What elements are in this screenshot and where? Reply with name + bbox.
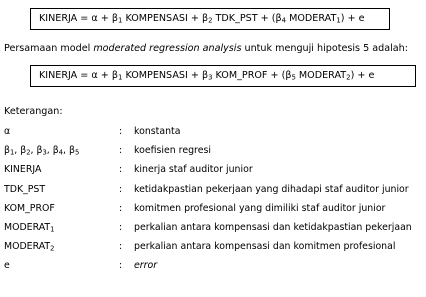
legend-term xyxy=(4,241,54,252)
eq1-beta4: β xyxy=(275,13,282,24)
eq2-term1: KOMPENSASI + xyxy=(122,70,202,81)
legend-colon: : xyxy=(119,126,123,137)
beta-symbol: , β xyxy=(30,145,43,157)
eq1-beta2-sub: 2 xyxy=(208,16,213,25)
eq2-beta3: β xyxy=(201,70,209,81)
legend-term: KINERJA xyxy=(4,164,42,176)
eq1-tail: ) + e xyxy=(340,13,365,24)
beta-symbol: , β xyxy=(46,145,59,157)
eq1-term1: KOMPENSASI + xyxy=(122,13,202,24)
eq2-term3: KOM_PROF + ( xyxy=(212,70,286,81)
eq1-moderat-sub: 1 xyxy=(336,16,341,25)
legend-term-sub: 2 xyxy=(50,244,55,253)
legend-term xyxy=(4,145,79,156)
legend-colon: : xyxy=(119,164,123,176)
eq1-lhs: KINERJA = α + xyxy=(39,13,112,24)
eq2-beta1: β xyxy=(111,70,118,81)
paragraph-suffix: untuk menguji hipotesis 5 adalah: xyxy=(241,43,408,54)
eq2-tail: ) + e xyxy=(350,70,375,81)
eq1-term2: TDK_PST + ( xyxy=(212,13,276,24)
legend-desc: koefisien regresi xyxy=(134,145,211,157)
eq2-lhs: KINERJA = α + xyxy=(39,70,112,81)
legend-desc: perkalian antara kompensasi dan ketidakpastian pekerjaan xyxy=(134,221,412,233)
eq1-term4: MODERAT xyxy=(286,13,337,24)
legend-term-sub: 1 xyxy=(50,225,55,234)
legend-term: KOM_PROF xyxy=(4,202,55,214)
legend-colon: : xyxy=(119,183,123,195)
paragraph-italic: moderated regression analysis xyxy=(93,43,242,54)
beta-sub: 2 xyxy=(26,148,31,157)
legend-term-text: MODERAT xyxy=(4,241,51,253)
paragraph-prefix: Persamaan model xyxy=(4,43,94,54)
legend-term: α xyxy=(4,126,11,137)
legend-term xyxy=(4,222,54,233)
eq1-beta1: β xyxy=(111,13,118,24)
legend-colon: : xyxy=(119,260,123,272)
legend-desc: ketidakpastian pekerjaan yang dihadapi staf auditor junior xyxy=(134,183,409,195)
legend-desc: kinerja staf auditor junior xyxy=(134,164,253,176)
legend-colon: : xyxy=(119,221,123,233)
eq2-beta1-sub: 1 xyxy=(117,73,123,82)
legend-colon: : xyxy=(119,241,123,253)
eq1-beta4-sub: 4 xyxy=(281,16,287,25)
legend-term-text: MODERAT xyxy=(4,221,51,233)
beta-symbol: , β xyxy=(14,145,27,157)
beta-sub: 1 xyxy=(9,148,15,157)
eq1-beta1-sub: 1 xyxy=(117,16,123,25)
eq2-moderat-sub: 2 xyxy=(346,73,351,82)
legend-desc: perkalian antara kompensasi dan komitmen profesional xyxy=(134,241,396,253)
legend-term: TDK_PST xyxy=(4,183,46,195)
beta-sub: 4 xyxy=(58,148,64,157)
legend-desc: konstanta xyxy=(134,126,181,137)
beta-sub: 5 xyxy=(74,148,80,157)
beta-symbol: β xyxy=(4,145,10,157)
legend-desc: komitmen profesional yang dimiliki staf auditor junior xyxy=(134,202,386,214)
eq2-term5: MODERAT xyxy=(295,70,347,81)
eq2-beta5-sub: 5 xyxy=(291,73,296,82)
equation-2 xyxy=(30,65,416,87)
eq2-beta5: β xyxy=(285,70,292,81)
equation-1 xyxy=(30,8,390,30)
beta-symbol: , β xyxy=(63,145,75,157)
eq1-beta2: β xyxy=(201,13,209,24)
eq2-beta3-sub: 3 xyxy=(208,73,213,82)
legend-colon: : xyxy=(119,145,123,157)
legend-desc: error xyxy=(134,260,158,272)
keterangan-heading: Keterangan: xyxy=(4,106,63,117)
legend-term: e xyxy=(4,260,10,272)
beta-sub: 3 xyxy=(42,148,47,157)
legend-colon: : xyxy=(119,202,123,214)
paragraph xyxy=(4,43,408,54)
